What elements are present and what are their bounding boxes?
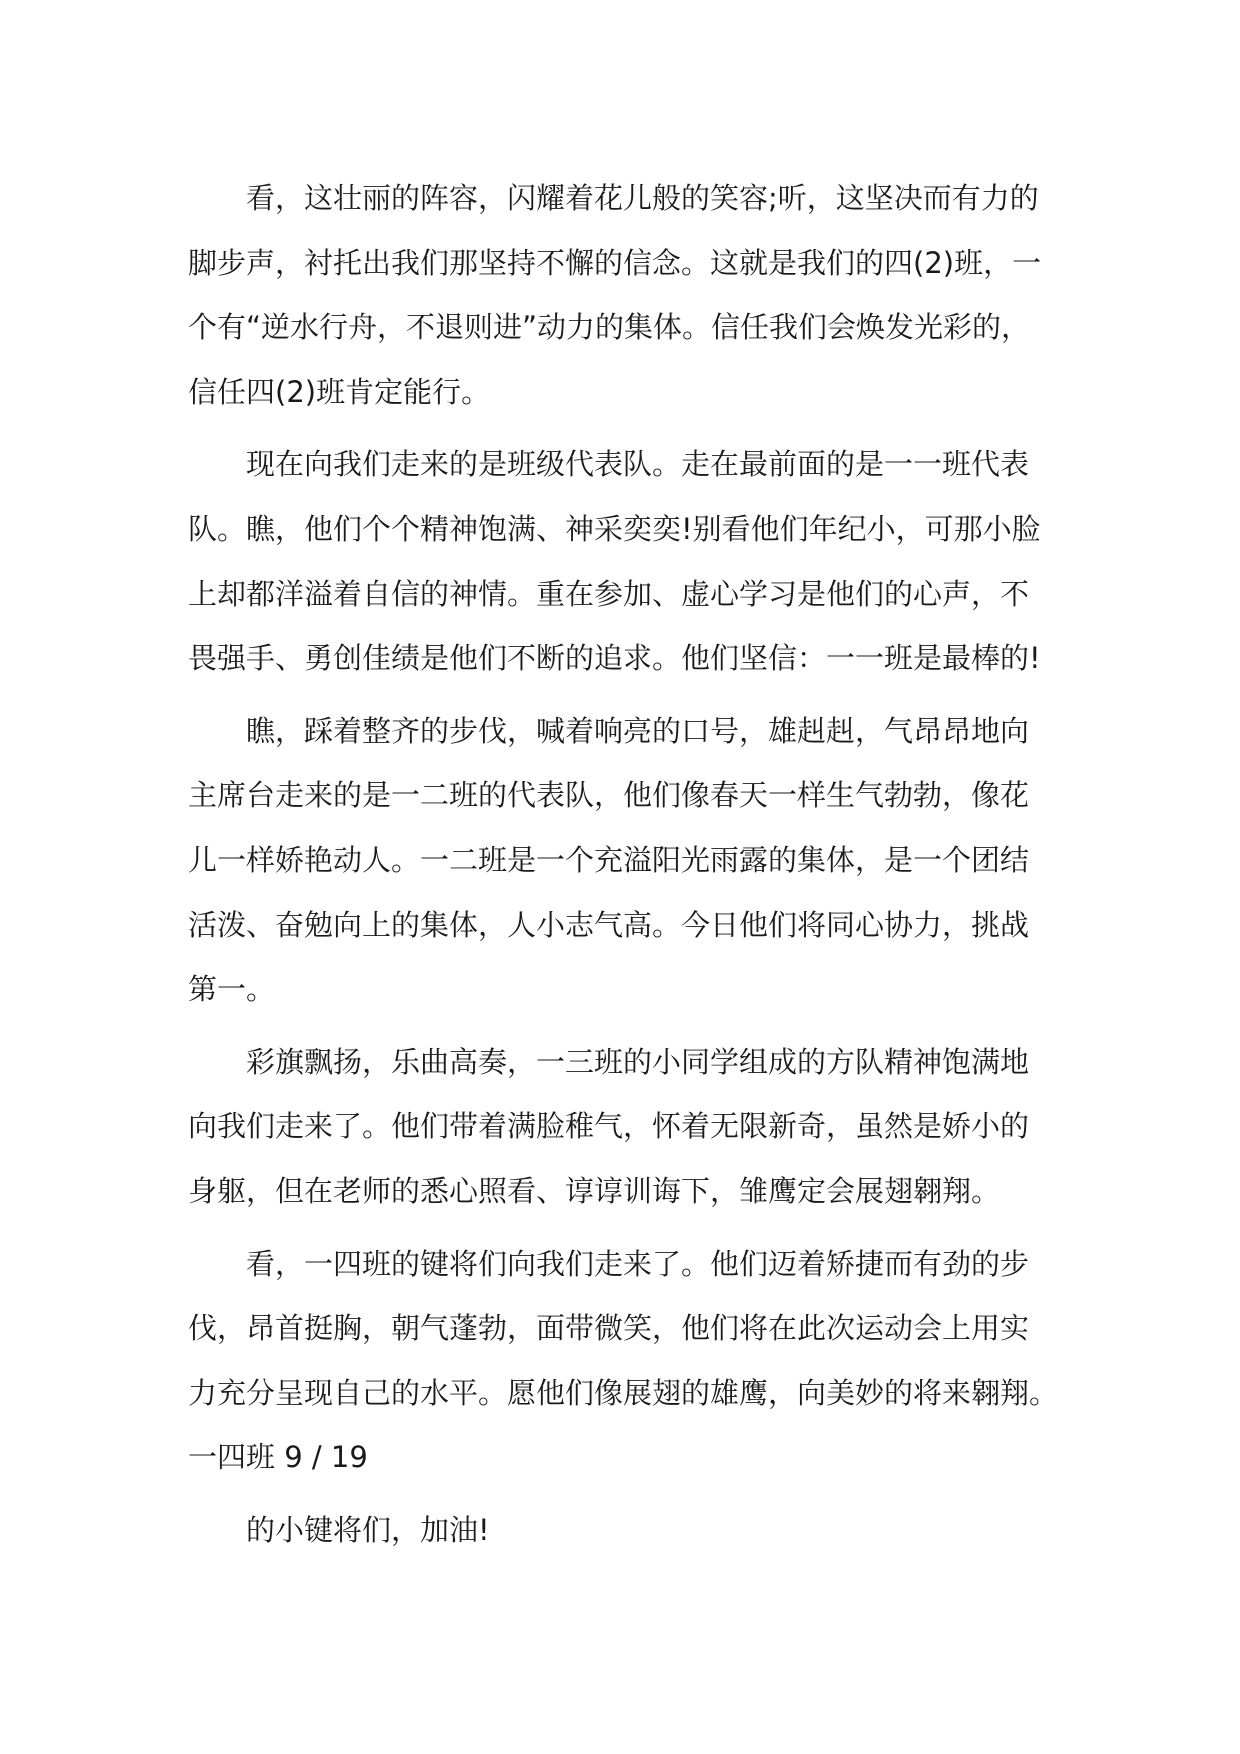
paragraph — [188, 1030, 1068, 1224]
text-line: 活泼、奋勉向上的集体，人小志气高。今日他们将同心协力，挑战 — [188, 907, 1030, 942]
text-line: 第一。 — [188, 972, 276, 1007]
text-line: 信任四(2)班肯定能行。 — [188, 374, 491, 409]
text-line: 儿一样娇艳动人。一二班是一个充溢阳光雨露的集体，是一个团结 — [188, 842, 1030, 877]
paragraph — [188, 699, 1068, 1022]
text-line: 脚步声，衬托出我们那坚持不懈的信念。这就是我们的四(2)班，一 — [188, 245, 1042, 280]
text-line: 伐，昂首挺胸，朝气蓬勃，面带微笑，他们将在此次运动会上用实 — [188, 1311, 1030, 1346]
text-line: 力充分呈现自己的水平。愿他们像展翅的雄鹰，向美妙的将来翱翔。 — [188, 1375, 1059, 1410]
paragraph — [188, 432, 1068, 690]
text-line: 看，一四班的键将们向我们走来了。他们迈着矫捷而有劲的步 — [246, 1246, 1030, 1281]
document-body — [188, 166, 1068, 1570]
text-line: 瞧，踩着整齐的步伐，喊着响亮的口号，雄赳赳，气昂昂地向 — [246, 713, 1030, 748]
text-line: 主席台走来的是一二班的代表队，他们像春天一样生气勃勃，像花 — [188, 778, 1030, 813]
text-line: 队。瞧，他们个个精神饱满、神采奕奕!别看他们年纪小，可那小脸 — [188, 511, 1041, 546]
text-line: 的小键将们，加油! — [246, 1512, 490, 1547]
paragraph — [188, 1498, 1068, 1563]
paragraph — [188, 166, 1068, 424]
text-line: 畏强手、勇创佳绩是他们不断的追求。他们坚信：一一班是最棒的! — [188, 641, 1041, 676]
text-line: 看，这壮丽的阵容，闪耀着花儿般的笑容;听，这坚决而有力的 — [246, 181, 1039, 215]
text-line-with-page-number: 一四班 9 / 19 — [188, 1440, 368, 1475]
text-line: 上却都洋溢着自信的神情。重在参加、虚心学习是他们的心声，不 — [188, 576, 1030, 611]
paragraph — [188, 1232, 1068, 1490]
text-line: 彩旗飘扬，乐曲高奏，一三班的小同学组成的方队精神饱满地 — [246, 1044, 1030, 1079]
text-line: 个有“逆水行舟，不退则进”动力的集体。信任我们会焕发光彩的， — [188, 310, 1031, 345]
text-line: 现在向我们走来的是班级代表队。走在最前面的是一一班代表 — [246, 447, 1030, 482]
text-line: 向我们走来了。他们带着满脸稚气，怀着无限新奇，虽然是娇小的 — [188, 1109, 1030, 1144]
text-line: 身躯，但在老师的悉心照看、谆谆训诲下，雏鹰定会展翅翱翔。 — [188, 1173, 1001, 1208]
